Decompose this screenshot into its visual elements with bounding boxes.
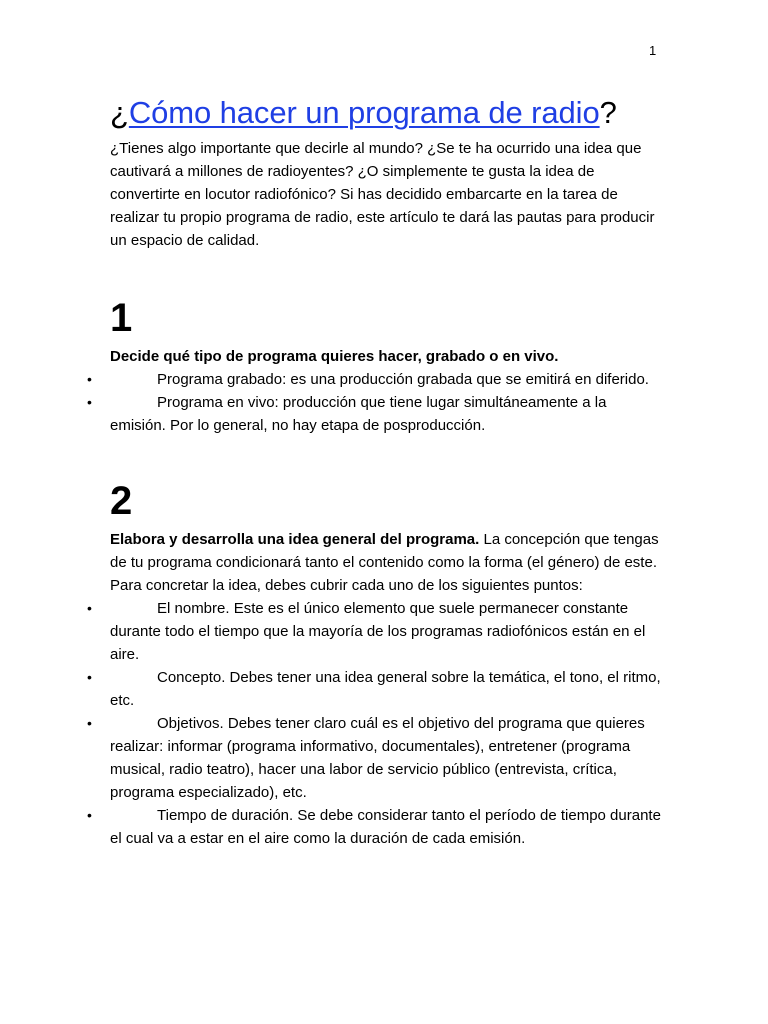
bullet-list <box>87 368 665 437</box>
step-2 <box>87 478 665 850</box>
list-item-text: Programa en vivo: producción que tiene lugar simultáneamente a la emisión. Por lo general, no hay etapa de posproducción. <box>110 394 607 434</box>
page-title <box>110 92 665 134</box>
step-body: La concepción que tengas de tu programa condicionará tanto el contenido como la forma (el género) de este. Para concretar la idea, debes cubrir cada uno de los siguientes puntos: <box>110 531 659 594</box>
step-description <box>110 528 665 597</box>
list-item-text: El nombre. Este es el único elemento que suele permanecer constante durante todo el tiempo que la mayoría de los programas radiofónicos están en el aire. <box>110 600 646 663</box>
step-heading: Decide qué tipo de programa quieres hacer, grabado o en vivo. <box>110 348 559 365</box>
list-item <box>87 804 665 850</box>
document-body <box>87 92 665 850</box>
list-item <box>87 597 665 666</box>
list-item <box>87 712 665 804</box>
list-item <box>87 391 665 437</box>
step-1 <box>87 295 665 437</box>
page-number: 1 <box>649 43 657 58</box>
bullet-icon: • <box>87 669 92 685</box>
bullet-icon: • <box>87 371 92 387</box>
list-item-text: Concepto. Debes tener una idea general sobre la temática, el tono, el ritmo, etc. <box>110 669 661 709</box>
step-description <box>110 345 665 368</box>
title-suffix: ? <box>599 95 617 130</box>
list-item <box>87 666 665 712</box>
intro-paragraph: ¿Tienes algo importante que decirle al mundo? ¿Se te ha ocurrido una idea que cautivará a millones de radioyentes? ¿O simplemente te gusta la idea de convertirte en locutor radiofónico? Si has decidido embarcarte en la tarea de realizar tu propio programa de radio, este artículo te dará las pautas para producir un espacio de calidad. <box>110 140 655 249</box>
list-item <box>87 368 665 391</box>
step-number: 1 <box>110 296 133 340</box>
list-item-text: Objetivos. Debes tener claro cuál es el objetivo del programa que quieres realizar: informar (programa informativo, documentales), entretener (programa musical, radio teatro), hacer una labor de servicio público (entrevista, crítica, programa especializado), etc. <box>110 715 645 801</box>
bullet-icon: • <box>87 600 92 616</box>
bullet-list <box>87 597 665 850</box>
title-link[interactable]: Cómo hacer un programa de radio <box>128 95 600 130</box>
step-heading: Elabora y desarrolla una idea general del programa. <box>110 531 480 548</box>
step-number: 2 <box>110 479 133 523</box>
bullet-icon: • <box>87 394 92 410</box>
title-prefix: ¿ <box>110 95 129 130</box>
bullet-icon: • <box>87 715 92 731</box>
bullet-icon: • <box>87 807 92 823</box>
list-item-text: Tiempo de duración. Se debe considerar tanto el período de tiempo durante el cual va a estar en el aire como la duración de cada emisión. <box>110 807 661 847</box>
list-item-text: Programa grabado: es una producción grabada que se emitirá en diferido. <box>157 371 649 388</box>
